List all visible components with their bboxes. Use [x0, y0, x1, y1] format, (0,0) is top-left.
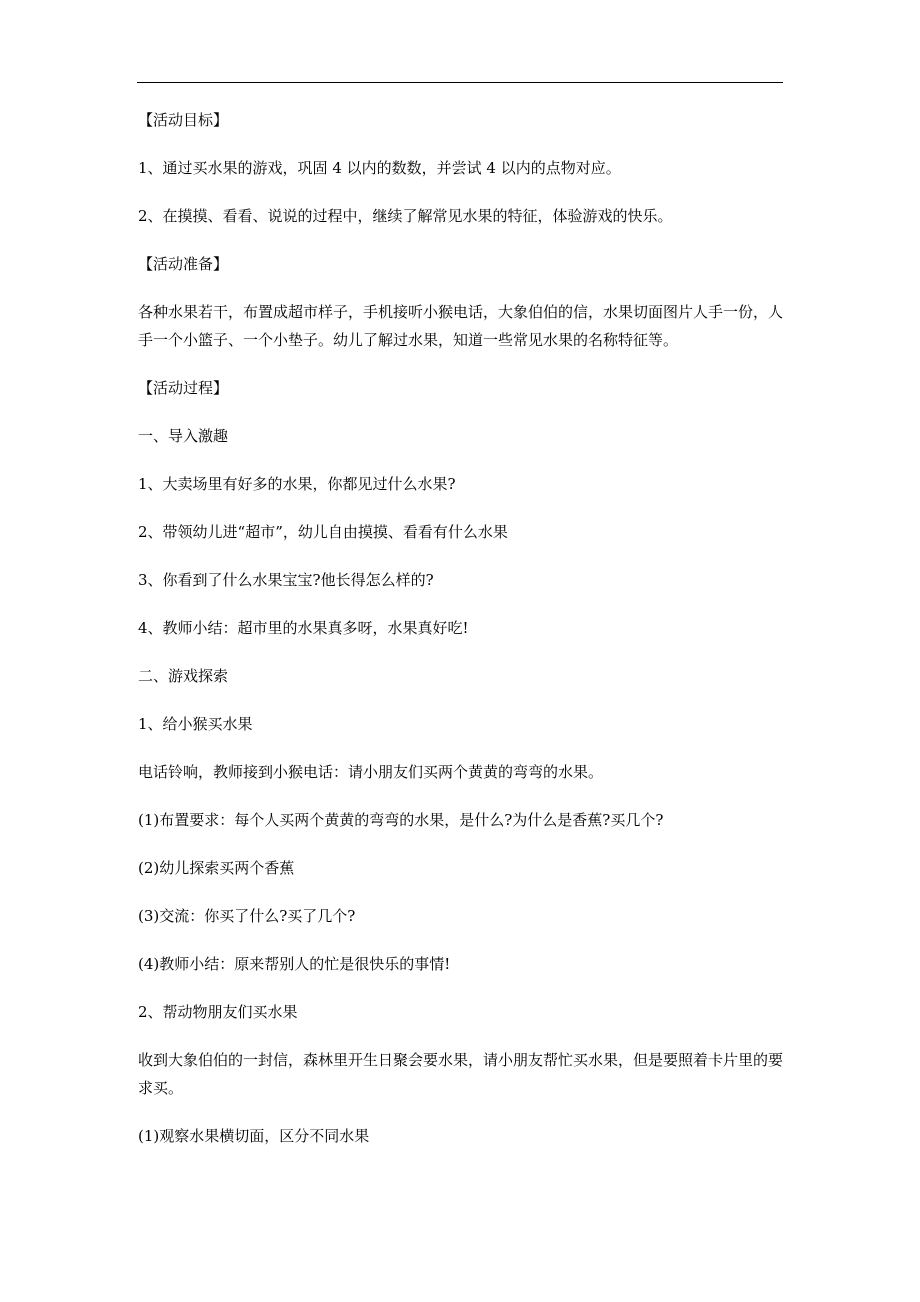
- process-step-1-item-1: 1、大卖场里有好多的水果，你都见过什么水果?: [138, 475, 456, 493]
- process-step-1-item-2: 2、带领幼儿进“超市”，幼儿自由摸摸、看看有什么水果: [138, 523, 508, 541]
- game-2-intro: 收到大象伯伯的一封信，森林里开生日聚会要水果，请小朋友帮忙买水果，但是要照着卡片里的要求买。: [138, 1051, 784, 1097]
- goal-item-1: 1、通过买水果的游戏，巩固 4 以内的数数，并尝试 4 以内的点物对应。: [138, 159, 621, 177]
- document-body: [138, 106, 784, 1170]
- game-1-sub-3: (3)交流：你买了什么?买了几个?: [138, 907, 356, 925]
- section-heading-process: 【活动过程】: [138, 379, 229, 397]
- process-step-2-heading: 二、游戏探索: [138, 667, 229, 685]
- process-step-1-heading: 一、导入激趣: [138, 427, 229, 445]
- game-1-heading: 1、给小猴买水果: [138, 715, 253, 733]
- process-step-1-item-3: 3、你看到了什么水果宝宝?他长得怎么样的?: [138, 571, 434, 589]
- game-1-sub-4: (4)教师小结：原来帮别人的忙是很快乐的事情!: [138, 955, 451, 973]
- header-rule: [137, 82, 783, 83]
- game-2-heading: 2、帮动物朋友们买水果: [138, 1003, 298, 1021]
- game-1-sub-1: (1)布置要求：每个人买两个黄黄的弯弯的水果，是什么?为什么是香蕉?买几个?: [138, 811, 664, 829]
- preparation-text: 各种水果若干，布置成超市样子，手机接听小猴电话，大象伯伯的信，水果切面图片人手一份，人手一个小篮子、一个小垫子。幼儿了解过水果，知道一些常见水果的名称特征等。: [138, 303, 784, 349]
- game-1-sub-2: (2)幼儿探索买两个香蕉: [138, 859, 295, 877]
- game-2-sub-1: (1)观察水果横切面，区分不同水果: [138, 1127, 370, 1145]
- process-step-1-item-4: 4、教师小结：超市里的水果真多呀，水果真好吃!: [138, 619, 469, 637]
- goal-item-2: 2、在摸摸、看看、说说的过程中，继续了解常见水果的特征，体验游戏的快乐。: [138, 207, 673, 225]
- section-heading-goals: 【活动目标】: [138, 111, 229, 129]
- section-heading-preparation: 【活动准备】: [138, 255, 229, 273]
- game-1-intro: 电话铃响，教师接到小猴电话：请小朋友们买两个黄黄的弯弯的水果。: [138, 763, 604, 781]
